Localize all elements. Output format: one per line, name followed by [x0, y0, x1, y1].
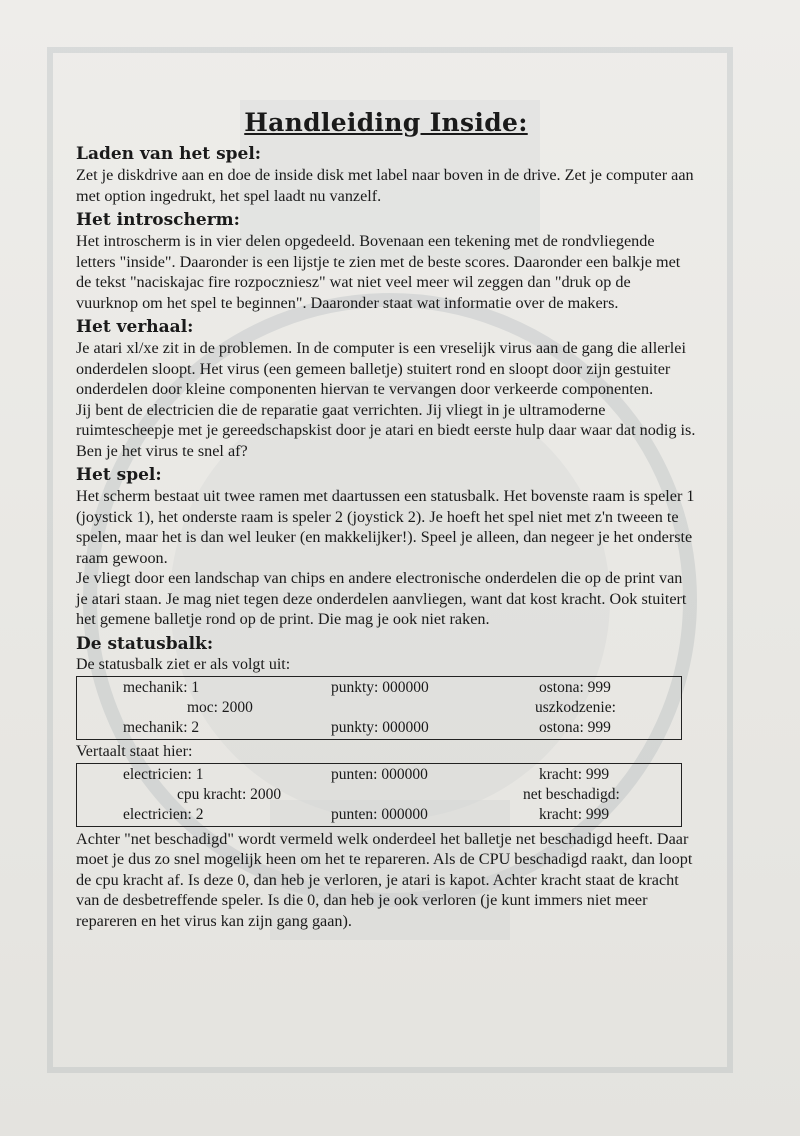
status-damaged: net beschadigd: — [523, 785, 620, 803]
status-player1: mechanik: 1 — [123, 678, 200, 696]
section-heading: De statusbalk: — [76, 633, 214, 654]
section-statusbar — [76, 633, 696, 932]
status-power1: kracht: 999 — [539, 765, 610, 783]
statusbar-translated-intro: Vertaalt staat hier: — [76, 742, 193, 760]
section-loading — [76, 143, 696, 206]
status-player1: electricien: 1 — [123, 765, 204, 783]
section-heading: Het verhaal: — [76, 317, 194, 337]
section-heading: Het introscherm: — [76, 210, 240, 230]
section-heading: Laden van het spel: — [76, 144, 262, 164]
statusbar-original-box — [76, 676, 682, 740]
status-score2: punkty: 000000 — [331, 718, 429, 736]
status-score2: punten: 000000 — [331, 805, 428, 823]
section-paragraph: Jij bent de electricien die de reparatie gaat verrichten. Jij vliegt in je ultramoderne ruimtescheepje met je gereedschapskist door je atari en biedt eerste hulp daar waar dat nodig is. Ben je het virus te snel af? — [76, 400, 696, 460]
status-cpu-power: cpu kracht: 2000 — [177, 785, 282, 803]
section-heading: Het spel: — [76, 465, 162, 485]
status-damaged: uszkodzenie: — [535, 698, 616, 716]
section-paragraph: Zet je diskdrive aan en doe de inside disk met label naar boven in de drive. Zet je computer aan met option ingedrukt, het spel laadt nu vanzelf. — [76, 166, 694, 205]
section-paragraph: Je vliegt door een landschap van chips en andere electronische onderdelen die op de print van je atari staan. Je mag niet tegen deze onderdelen aanvliegen, want dat kost kracht. Ook stuitert het gemene balletje rond op de print. Die mag je ook niet raken. — [76, 569, 687, 628]
status-score1: punkty: 000000 — [331, 678, 429, 696]
section-paragraph: Het scherm bestaat uit twee ramen met daartussen een statusbalk. Het bovenste raam is speler 1 (joystick 1), het onderste raam is speler 2 (joystick 2). Je hoeft het spel niet met z'n tweeen te spelen, maar het is dan wel leuker (en makkelijker!). Speel je alleen, dan negeer je het onderste raam gewoon. — [76, 487, 695, 567]
section-intro-screen — [76, 209, 696, 313]
statusbar-translated-box — [76, 763, 682, 827]
status-power2: ostona: 999 — [539, 718, 611, 736]
section-paragraph: Het introscherm is in vier delen opgedeeld. Bovenaan een tekening met de rondvliegende letters "inside". Daaronder is een lijstje te zien met de beste scores. Daaronder een balkje met de tekst "naciskajac fire rozpoczniesz" wat niet veel meer wil zeggen dan "druk op de vuurknop om het spel te beginnen". Daaronder staat wat informatie over de makers. — [76, 232, 681, 312]
status-cpu-power: moc: 2000 — [187, 698, 253, 716]
section-game — [76, 464, 696, 630]
status-score1: punten: 000000 — [331, 765, 428, 783]
page-title: Handleiding Inside: — [244, 108, 528, 137]
status-power2: kracht: 999 — [539, 805, 610, 823]
section-story — [76, 316, 696, 461]
status-power1: ostona: 999 — [539, 678, 611, 696]
manual-content — [76, 108, 696, 934]
section-paragraph: Je atari xl/xe zit in de problemen. In de computer is een vreselijk virus aan de gang die allerlei onderdelen sloopt. Het virus (een gemeen balletje) stuitert rond en sloopt door zijn gestuiter onderdelen door kleine componenten hiervan te vervangen door verkeerde componenten. — [76, 339, 686, 398]
status-player2: electricien: 2 — [123, 805, 204, 823]
statusbar-intro: De statusbalk ziet er als volgt uit: — [76, 655, 291, 673]
status-player2: mechanik: 2 — [123, 718, 200, 736]
statusbar-explanation: Achter "net beschadigd" wordt vermeld welk onderdeel het balletje net beschadigd heeft. Daar moet je dus zo snel mogelijk heen om het te repareren. Als de CPU beschadigd raakt, dan loopt de cpu kracht af. Is deze 0, dan heb je verloren, je atari is kapot. Achter kracht staat de kracht van de desbetreffende speler. Is die 0, dan heb je ook verloren (je kunt immers niet meer repareren en het virus kan zijn gang gaan). — [76, 829, 693, 930]
